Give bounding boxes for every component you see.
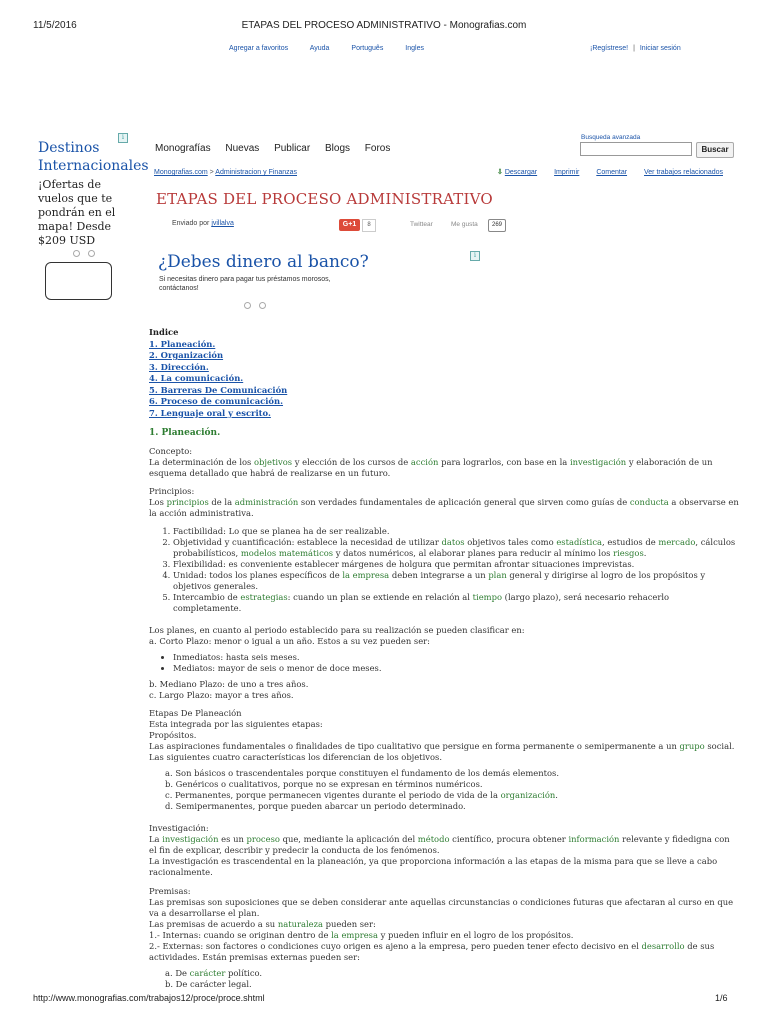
gplus-count: 8 bbox=[362, 219, 376, 232]
download-link[interactable]: Descargar bbox=[504, 169, 538, 176]
premisas-text: Las premisas de acuerdo a su naturaleza pueden ser: bbox=[149, 919, 376, 929]
premisas-text: Las premisas son suposiciones que se deben considerar ante aquellas circunstancias o condiciones futuras que afectaran al curso en que va a desarrollarse el plan. bbox=[149, 897, 734, 918]
download-icon: ⇩ bbox=[497, 169, 503, 176]
keyword-link[interactable]: organización bbox=[500, 790, 556, 800]
premisas-text: 2.- Externas: son factores o condiciones cuyo origen es ajeno a la empresa, pero pueden tener efecto decisivo en el desarrollo de sus actividades. Están premisas externas pueden ser: bbox=[149, 941, 715, 962]
index-item[interactable]: 5. Barreras De Comunicación bbox=[149, 384, 288, 395]
keyword-link[interactable]: mercado bbox=[658, 537, 696, 547]
index-item[interactable]: 2. Organización bbox=[149, 350, 224, 360]
nav-blogs[interactable]: Blogs bbox=[324, 143, 350, 154]
comment-link[interactable]: Comentar bbox=[596, 169, 628, 176]
keyword-link[interactable]: investigación bbox=[162, 834, 219, 844]
list-item: • Inmediatos: hasta seis meses. bbox=[173, 652, 739, 663]
plazos-a: a. Corto Plazo: menor o igual a un año. Estos a su vez pueden ser: bbox=[149, 636, 430, 646]
etapas-text: Propósitos. bbox=[149, 730, 197, 740]
list-item: a. Son básicos o trascendentales porque constituyen el fundamento de los demás elementos. bbox=[165, 768, 560, 778]
search-input[interactable] bbox=[580, 142, 692, 156]
investigacion-text: La investigación es trascendental en la planeación, ya que proporciona información a las etapas de la misma para que se lleve a cabo racionalmente. bbox=[149, 856, 718, 877]
ad-info-icon[interactable]: i bbox=[118, 133, 128, 143]
list-item: b. De carácter legal. bbox=[165, 979, 252, 989]
section-heading: 1. Planeación. bbox=[149, 428, 221, 438]
keyword-link[interactable]: desarrollo bbox=[641, 941, 685, 951]
plazos-list bbox=[149, 652, 739, 674]
breadcrumb-category[interactable]: Administracion y Finanzas bbox=[215, 169, 297, 176]
account-links bbox=[590, 45, 681, 52]
etapas-text: Las siguientes cuatro características los diferencian de los objetivos. bbox=[149, 752, 443, 762]
keyword-link[interactable]: información bbox=[568, 834, 620, 844]
premisas-text: 1.- Internas: cuando se originan dentro de la empresa y pueden influir en el logro de los propósitos. bbox=[149, 930, 574, 940]
account-separator: | bbox=[633, 45, 635, 52]
keyword-link[interactable]: principios bbox=[166, 497, 209, 507]
print-title: ETAPAS DEL PROCESO ADMINISTRATIVO - Monografias.com bbox=[241, 20, 527, 31]
register-link[interactable]: ¡Regístrese! bbox=[590, 45, 629, 52]
left-ad-button[interactable] bbox=[45, 262, 112, 300]
index-item[interactable]: 6. Proceso de comunicación. bbox=[149, 396, 284, 406]
breadcrumb-separator: > bbox=[207, 169, 216, 176]
principios-list bbox=[149, 526, 739, 614]
etapas-list bbox=[149, 768, 739, 812]
keyword-link[interactable]: carácter bbox=[189, 968, 226, 978]
keyword-link[interactable]: la empresa bbox=[331, 930, 378, 940]
list-item: • Mediatos: mayor de seis o menor de doce meses. bbox=[173, 663, 739, 674]
nav-monografias[interactable]: Monografías bbox=[155, 143, 211, 154]
author-link[interactable]: jvillalva bbox=[211, 220, 234, 227]
plazos-intro: Los planes, en cuanto al periodo establecido para su realización se pueden clasificar en: bbox=[149, 625, 525, 635]
keyword-link[interactable]: naturaleza bbox=[277, 919, 323, 929]
breadcrumb-home[interactable]: Monografias.com bbox=[154, 169, 208, 176]
keyword-link[interactable]: estrategias bbox=[240, 592, 288, 602]
keyword-link[interactable]: acción bbox=[410, 457, 439, 467]
print-page-number: 1/6 bbox=[715, 993, 728, 1003]
plazos-b: b. Mediano Plazo: de uno a tres años. bbox=[149, 679, 309, 689]
list-item: 2. Objetividad y cuantificación: establece la necesidad de utilizar datos objetivos tales como estadística, estudios de mercado, cálculos probabilísticos, modelos matemáticos y datos numéricos, al elaborar planes para reducir al mínimo los riesgos. bbox=[173, 537, 739, 559]
keyword-link[interactable]: plan bbox=[488, 570, 507, 580]
inline-ad-text: Si necesitas dinero para pagar tus préstamos morosos, contáctanos! bbox=[159, 276, 331, 292]
keyword-link[interactable]: conducta bbox=[629, 497, 669, 507]
author-label: Enviado por bbox=[172, 220, 210, 227]
related-link[interactable]: Ver trabajos relacionados bbox=[644, 169, 723, 176]
keyword-link[interactable]: grupo bbox=[679, 741, 705, 751]
inline-ad-title[interactable]: ¿Debes dinero al banco? bbox=[158, 252, 369, 272]
nav-nuevas[interactable]: Nuevas bbox=[225, 143, 260, 154]
keyword-link[interactable]: estadística bbox=[556, 537, 603, 547]
like-count: 269 bbox=[488, 219, 506, 232]
premisas-label: Premisas: bbox=[149, 886, 191, 896]
list-item: 4. Unidad: todos los planes específicos de la empresa deben integrarse a un plan general y dirigirse al logro de los propósitos y objetivos generales. bbox=[173, 570, 739, 592]
investigacion-label: Investigación: bbox=[149, 823, 209, 833]
like-button[interactable]: Me gusta bbox=[451, 221, 478, 228]
list-item: d. Semipermanentes, porque pueden abarcar un periodo determinado. bbox=[165, 801, 466, 811]
investigacion-text: La investigación es un proceso que, mediante la aplicación del método científico, procura obtener información relevante y fidedigna con el fin de explicar, describir y predecir la conducta de los fenómenos. bbox=[149, 834, 730, 855]
index-block bbox=[149, 327, 287, 419]
list-item: 3. Flexibilidad: es conveniente establecer márgenes de holgura que permitan afrontar situaciones imprevistas. bbox=[173, 559, 739, 570]
search-button[interactable]: Buscar bbox=[696, 142, 734, 158]
list-item: 5. Intercambio de estrategias: cuando un plan se extiende en relación al tiempo (largo plazo), será necesario rehacerlo completamente. bbox=[173, 592, 739, 614]
list-item: b. Genéricos o cualitativos, porque no se expresan en términos numéricos. bbox=[165, 779, 483, 789]
principios-text: Los principios de la administración son verdades fundamentales de aplicación general que sirven como guías de conducta a observarse en la acción administrativa. bbox=[149, 497, 739, 518]
advanced-search-link[interactable]: Busqueda avanzada bbox=[581, 134, 641, 141]
gplus-button[interactable]: G+1 bbox=[339, 219, 360, 231]
print-link[interactable]: Imprimir bbox=[554, 169, 580, 176]
print-date: 11/5/2016 bbox=[33, 20, 77, 31]
principios-label: Principios: bbox=[149, 486, 195, 496]
keyword-link[interactable]: investigación bbox=[569, 457, 627, 467]
english-link[interactable]: Ingles bbox=[405, 45, 424, 52]
index-item[interactable]: 3. Dirección. bbox=[149, 361, 209, 372]
list-item: a. De carácter político. bbox=[165, 968, 263, 978]
help-link[interactable]: Ayuda bbox=[309, 45, 330, 52]
author-line bbox=[172, 220, 234, 227]
carousel-dot-icon[interactable] bbox=[73, 250, 80, 257]
index-item[interactable]: 4. La comunicación. bbox=[149, 373, 244, 383]
nav-publicar[interactable]: Publicar bbox=[274, 143, 311, 154]
concepto-label: Concepto: bbox=[149, 446, 193, 456]
breadcrumb bbox=[154, 169, 297, 176]
toplinks bbox=[229, 45, 424, 52]
left-ad-title[interactable]: Destinos Internacionales bbox=[38, 140, 149, 174]
article-actions bbox=[497, 168, 723, 176]
keyword-link[interactable]: la empresa bbox=[342, 570, 390, 580]
keyword-link[interactable]: datos bbox=[441, 537, 465, 547]
list-item: c. Permanentes, porque permanecen vigentes durante el periodo de vida de la organización. bbox=[165, 790, 558, 800]
index-item[interactable]: 1. Planeación. bbox=[149, 338, 216, 349]
etapas-heading: Etapas De Planeación bbox=[149, 708, 242, 718]
concepto-text: La determinación de los objetivos y elección de los cursos de acción para lograrlos, con base en la investigación y elaboración de un esquema detallado que habrá de realizarse en un futuro. bbox=[149, 457, 713, 478]
index-item[interactable]: 7. Lenguaje oral y escrito. bbox=[149, 407, 271, 418]
article-body bbox=[149, 446, 739, 990]
keyword-link[interactable]: proceso bbox=[246, 834, 280, 844]
nav-foros[interactable]: Foros bbox=[364, 143, 391, 154]
article-title: ETAPAS DEL PROCESO ADMINISTRATIVO bbox=[156, 190, 493, 208]
carousel-dot-icon[interactable] bbox=[259, 302, 266, 309]
add-favorites-link[interactable]: Agregar a favoritos bbox=[229, 45, 289, 52]
keyword-link[interactable]: objetivos bbox=[254, 457, 293, 467]
keyword-link[interactable]: modelos matemáticos bbox=[240, 548, 334, 558]
etapas-text: Las aspiraciones fundamentales o finalidades de tipo cualitativo que persigue en forma permanente o semipermanente a un grupo social. bbox=[149, 741, 735, 751]
index-title: Indice bbox=[149, 327, 179, 337]
keyword-link[interactable]: administración bbox=[234, 497, 299, 507]
keyword-link[interactable]: riesgos bbox=[613, 548, 644, 558]
print-url: http://www.monografias.com/trabajos12/proce/proce.shtml bbox=[33, 993, 265, 1003]
login-link[interactable]: Iniciar sesión bbox=[639, 45, 681, 52]
left-ad-text: ¡Ofertas de vuelos que te pondrán en el mapa! Desde $209 USD bbox=[38, 178, 116, 247]
etapas-text: Esta integrada por las siguientes etapas: bbox=[149, 719, 323, 729]
keyword-link[interactable]: método bbox=[417, 834, 450, 844]
carousel-dot-icon[interactable] bbox=[88, 250, 95, 257]
keyword-link[interactable]: tiempo bbox=[472, 592, 503, 602]
carousel-dot-icon[interactable] bbox=[244, 302, 251, 309]
ad-info-icon[interactable]: i bbox=[470, 251, 480, 261]
left-ad-dots bbox=[69, 242, 99, 261]
main-nav bbox=[155, 143, 390, 154]
plazos-c: c. Largo Plazo: mayor a tres años. bbox=[149, 690, 294, 700]
inline-ad-dots bbox=[240, 294, 270, 313]
list-item: 1. Factibilidad: Lo que se planea ha de ser realizable. bbox=[173, 526, 739, 537]
portuguese-link[interactable]: Português bbox=[351, 45, 384, 52]
twitter-button[interactable]: Twittear bbox=[410, 221, 433, 228]
premisas-list bbox=[149, 968, 739, 990]
